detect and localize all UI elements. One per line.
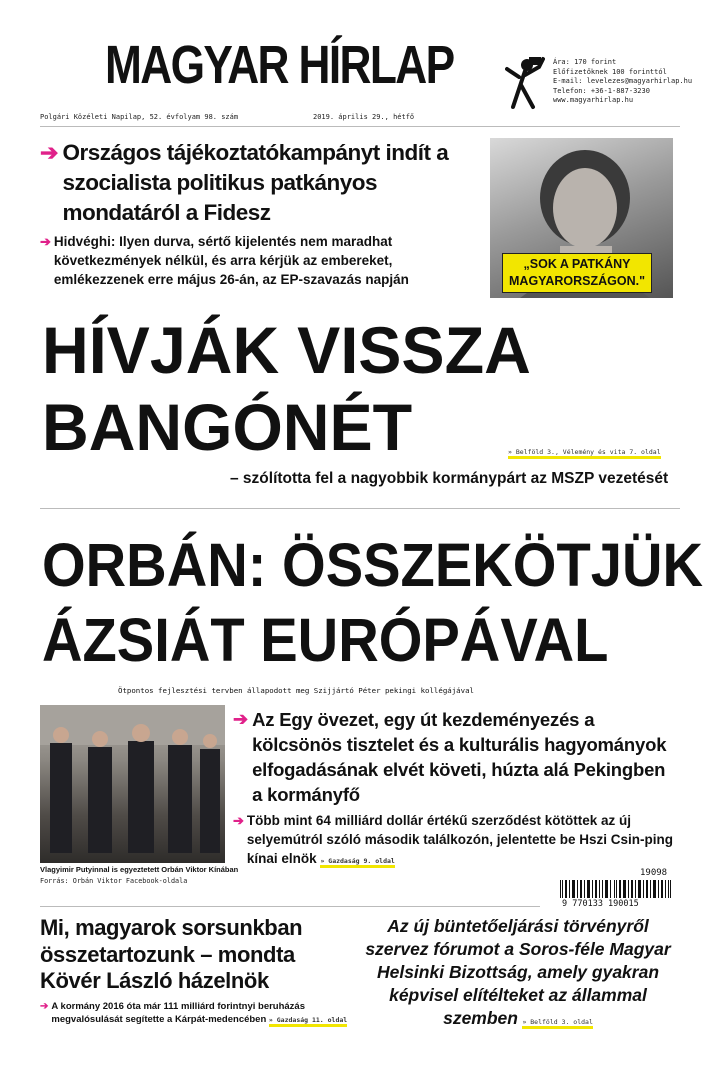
- bottom-right-headline[interactable]: Az új büntetőeljárási törvényről szervez fórumot a Soros-féle Magyar Helsinki Bizottság, amely gyakran képvisel elítélteket az állammal szemben: [365, 916, 671, 1028]
- main1-headline-line2[interactable]: BANGÓNÉT: [42, 390, 413, 464]
- main2-headline-line2[interactable]: ÁZSIÁT EURÓPÁVAL: [42, 606, 609, 674]
- masthead-title: MAGYAR HÍRLAP: [105, 35, 454, 95]
- bottom-left-sub-block: [40, 1000, 360, 1028]
- quote-line-1: „SOK A PATKÁNY: [523, 257, 631, 271]
- main1-deck: – szólította fel a nagyobbik kormánypárt az MSZP vezetését: [230, 470, 669, 487]
- main1-headline-line1[interactable]: HÍVJÁK VISSZA: [42, 313, 531, 387]
- website[interactable]: www.magyarhirlap.hu: [553, 96, 634, 104]
- email[interactable]: E-mail: levelezes@magyarhirlap.hu: [553, 77, 693, 85]
- main2-deck: Ötpontos fejlesztési tervben állapodott meg Szijjártó Péter pekingi kollégájával: [118, 686, 474, 695]
- arrow-icon: ➔: [40, 234, 51, 249]
- masthead-info: [553, 58, 692, 106]
- issue-number: 19098: [640, 868, 668, 878]
- lead-story: [40, 138, 485, 289]
- masthead-date: 2019. április 29., hétfő: [313, 113, 415, 121]
- lead-headline[interactable]: Országos tájékoztatókampányt indít a szocialista politikus patkányos mondatáról a Fidesz: [62, 140, 449, 225]
- main1-page-ref-text[interactable]: » Belföld 3., Vélemény és vita 7. oldal: [508, 448, 661, 459]
- bottom-divider: [40, 906, 540, 907]
- main1-page-ref[interactable]: [508, 448, 661, 456]
- bottom-left-headline[interactable]: Mi, magyarok sorsunkban összetartozunk – mondta Kövér László házelnök: [40, 915, 303, 993]
- bottom-left-story: [40, 915, 360, 1028]
- arrow-icon: ➔: [233, 813, 244, 828]
- main2-body1: Az Egy övezet, egy út kezdeményezés a kölcsönös tisztelet és a kulturális hagyományok elfogadásának elvét követi, húzta alá Pekingben a kormányfő: [252, 709, 667, 805]
- bottom-left-sub-text: A kormány 2016 óta már 111 milliárd forintnyi beruházás megvalósulását segítette a Kárpát-medencében: [51, 1000, 306, 1025]
- main2-body1-block: [233, 707, 673, 807]
- quote-line-2: MAGYARORSZÁGON.": [509, 274, 646, 288]
- main2-page-ref[interactable]: » Gazdaság 9. oldal: [320, 857, 394, 868]
- bottom-left-page-ref[interactable]: » Gazdaság 11. oldal: [269, 1016, 347, 1027]
- main2-body2: [247, 811, 673, 871]
- arrow-icon: ➔: [40, 140, 59, 165]
- main2-body: [233, 707, 673, 871]
- masthead-subtitle: Polgári Közéleti Napilap, 52. évfolyam 98. szám: [40, 113, 239, 121]
- barcode-icon: [560, 880, 672, 898]
- photo-caption: Vlagyimir Putyinnal is egyeztetett Orbán Viktor Kínában: [40, 865, 239, 874]
- masthead-divider: [40, 126, 680, 127]
- lead-headline-block[interactable]: [40, 138, 485, 228]
- quote-box: [502, 253, 652, 293]
- main2-photo[interactable]: [40, 705, 225, 863]
- main2-headline-line1[interactable]: ORBÁN: ÖSSZEKÖTJÜK: [42, 531, 704, 599]
- photo-credit: Forrás: Orbán Viktor Facebook-oldala: [40, 877, 188, 885]
- lead-photo[interactable]: [490, 138, 673, 298]
- bottom-right-page-ref[interactable]: » Belföld 3. oldal: [522, 1018, 592, 1029]
- bottom-right-story: [356, 915, 680, 1030]
- lead-subheadline: Hidvéghi: Ilyen durva, sértő kijelentés nem maradhat következmények nélkül, és arra kérjük az embereket, emlékezzenek erre május 26-án, az EP-szavazás napján: [53, 234, 409, 287]
- price: Ára: 170 forint: [553, 58, 617, 66]
- bottom-left-sub: [51, 1000, 360, 1028]
- arrow-icon: ➔: [40, 1000, 49, 1012]
- arrow-icon: ➔: [233, 709, 249, 729]
- phone: Telefon: +36-1-887-3230: [553, 86, 650, 95]
- group-photo-illustration: [40, 705, 225, 863]
- section-divider: [40, 508, 680, 509]
- subscription: Előfizetőknek 100 forinttól: [553, 67, 667, 76]
- main2-body2-text: Több mint 64 milliárd dollár értékű szerződést kötöttek az új selyemútról szóló második találkozón, jelentette be Hszi Csin-ping kínai elnök: [246, 813, 673, 866]
- main2-body2-block: [233, 811, 673, 871]
- logo-figure-icon: [505, 55, 545, 110]
- barcode-digits: 9 770133 190015: [562, 899, 639, 909]
- lead-sub-block: [40, 232, 485, 289]
